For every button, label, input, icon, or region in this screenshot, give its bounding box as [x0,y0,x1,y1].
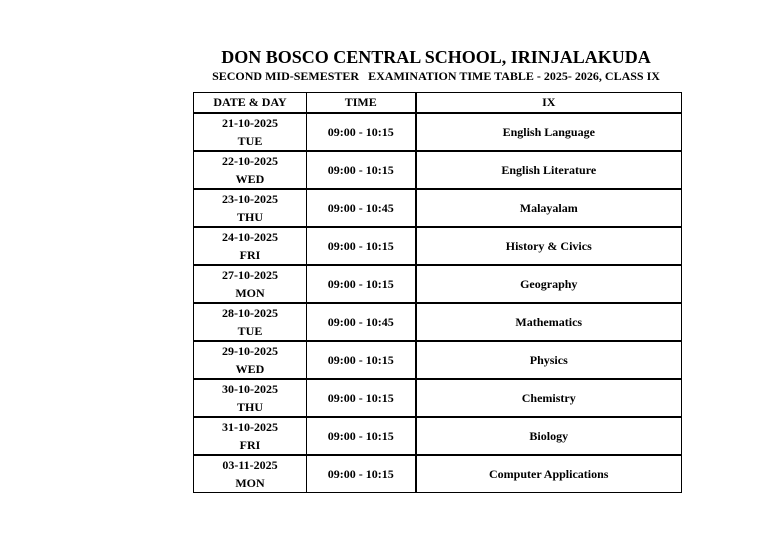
subject-cell: Physics [416,341,682,379]
column-header-class: IX [416,93,682,114]
exam-day: FRI [239,248,261,262]
table-row [194,113,682,151]
exam-day: MON [235,476,265,490]
date-day-cell [194,113,307,151]
table-row [194,151,682,189]
table-row [194,189,682,227]
exam-date: 03-11-2025 [222,458,278,472]
exam-date: 30-10-2025 [222,382,278,396]
column-header-date-day: DATE & DAY [194,93,307,114]
time-cell: 09:00 - 10:15 [307,227,416,265]
exam-date: 24-10-2025 [222,230,278,244]
date-day-cell [194,227,307,265]
time-cell: 09:00 - 10:15 [307,265,416,303]
exam-day: MON [235,286,265,300]
date-day-cell [194,379,307,417]
exam-timetable [193,92,682,493]
subject-cell: Biology [416,417,682,455]
date-day-cell [194,303,307,341]
exam-date: 22-10-2025 [222,154,278,168]
exam-day: FRI [239,438,261,452]
table-row [194,379,682,417]
exam-day: THU [236,400,263,414]
subject-cell: Mathematics [416,303,682,341]
time-cell: 09:00 - 10:15 [307,379,416,417]
time-cell: 09:00 - 10:15 [307,455,416,493]
time-cell: 09:00 - 10:15 [307,341,416,379]
table-row [194,303,682,341]
exam-date: 23-10-2025 [222,192,278,206]
time-cell: 09:00 - 10:15 [307,113,416,151]
exam-day: TUE [237,324,263,338]
table-row [194,341,682,379]
date-day-cell [194,151,307,189]
exam-date: 31-10-2025 [222,420,278,434]
exam-day: TUE [237,134,263,148]
time-cell: 09:00 - 10:45 [307,189,416,227]
date-day-cell [194,189,307,227]
subject-cell: Computer Applications [416,455,682,493]
date-day-cell [194,265,307,303]
school-name-heading: DON BOSCO CENTRAL SCHOOL, IRINJALAKUDA [221,47,651,67]
exam-date: 27-10-2025 [222,268,278,282]
date-day-cell [194,455,307,493]
date-day-cell [194,341,307,379]
subject-cell: Chemistry [416,379,682,417]
time-cell: 09:00 - 10:45 [307,303,416,341]
exam-day: THU [236,210,263,224]
exam-date: 21-10-2025 [222,116,278,130]
exam-timetable-subtitle: SECOND MID-SEMESTER EXAMINATION TIME TABLE - 2025- 2026, CLASS IX [212,69,660,83]
subject-cell: English Literature [416,151,682,189]
subject-cell: English Language [416,113,682,151]
exam-day: WED [235,172,265,186]
subject-cell: History & Civics [416,227,682,265]
column-header-time: TIME [307,93,416,114]
subject-cell: Geography [416,265,682,303]
exam-day: WED [235,362,265,376]
table-row [194,265,682,303]
time-cell: 09:00 - 10:15 [307,151,416,189]
exam-date: 29-10-2025 [222,344,278,358]
date-day-cell [194,417,307,455]
table-row [194,455,682,493]
time-cell: 09:00 - 10:15 [307,417,416,455]
subject-cell: Malayalam [416,189,682,227]
table-row [194,227,682,265]
table-row [194,417,682,455]
exam-date: 28-10-2025 [222,306,278,320]
table-header-row [194,93,682,114]
